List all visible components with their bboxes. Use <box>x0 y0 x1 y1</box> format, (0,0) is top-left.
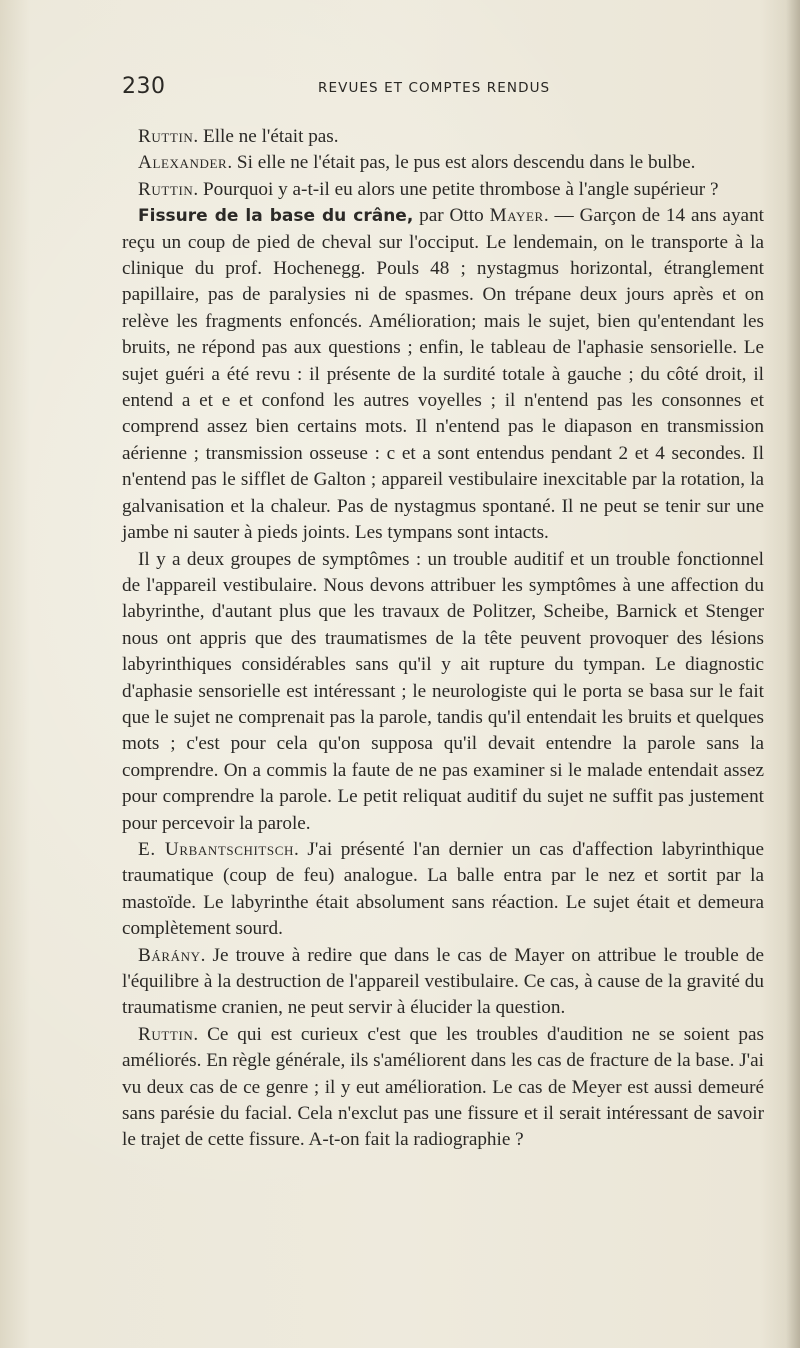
speaker-name: Ruttin <box>138 126 194 147</box>
paragraph-ruttin-2 <box>122 177 764 203</box>
speaker-name: Ruttin <box>138 1023 194 1045</box>
paragraph-barany <box>122 943 764 1022</box>
paragraph-text: . Ce qui est curieux c'est que les troubles d'audition ne se soient pas améliorés. En règle générale, ils s'améliorent dans les cas de fracture de la base. J'ai vu deux cas de ce genre ; il y eut amélioration. Le cas de Meyer est aussi demeuré sans parésie du facial. Cela n'exclut pas une fissure et il serait intéressant de savoir le trajet de cette fissure. A-t-on fait la radiographie ? <box>122 1023 764 1151</box>
speaker-name: Alexander <box>138 152 228 174</box>
paragraph-mayer-case <box>122 203 764 546</box>
paragraph-ruttin-3 <box>122 1022 764 1154</box>
speaker-name: Bárány <box>138 944 201 966</box>
speaker-name: E. Urbantschitsch <box>138 838 295 860</box>
page-edge-shadow <box>786 0 800 1348</box>
paragraph-text: Il y a deux groupes de symptômes : un trouble auditif et un trouble fonctionnel de l'appareil vestibulaire. Nous devons attribuer les symptômes à une affection du labyrinthe, d'autant plus que les travaux de Politzer, Scheibe, Barnick et Stenger nous ont appris que des traumatismes de la tête peuvent provoquer des lésions labyrinthiques considérables sans qu'il y ait rupture du tympan. Le diagnostic d'aphasie sensorielle est intéressant ; le neurologiste qui le porta se basa sur le fait que le sujet ne comprenait pas la parole, tandis qu'il entendait les bruits et quelques mots ; c'est pour cela qu'on supposa qu'il devait entendre la parole sans la comprendre. On a commis la faute de ne pas examiner si le malade entendait assez pour comprendre la parole. Le petit reliquat auditif du sujet ne suffit pas justement pour percevoir la parole. <box>122 548 764 834</box>
author-name: Mayer <box>489 205 544 227</box>
author-prefix: par Otto <box>413 205 490 227</box>
running-head: REVUES ET COMPTES RENDUS <box>318 80 551 96</box>
paragraph-text: . Si elle ne l'était pas, le pus est alors descendu dans le bulbe. <box>227 152 696 174</box>
paragraph-text: . — Garçon de 14 ans ayant reçu un coup de pied de cheval sur l'occiput. Le lendemain, on le transporte à la clinique du prof. Hochenegg. Pouls 48 ; nystagmus horizontal, étranglement papillaire, pas de paralysies ni de spasmes. On trépane deux jours après et on relève les fragments enfoncés. Amélioration; mais le sujet, bien qu'entendant les bruits, ne répond pas aux questions ; enfin, le tableau de l'aphasie sensorielle. Le sujet guéri a été revu : il présente de la surdité totale à gauche ; du côté droit, il entend a et e et confond les autres voyelles ; il n'entend pas les consonnes et comprend assez bien certains mots. Il n'entend pas le diapason en transmission aérienne ; transmission osseuse : c et a sont entendus pendant 2 et 4 secondes. Il n'entend pas le sifflet de Galton ; appareil vestibulaire inexcitable par la rotation, la galvanisation et la chaleur. Pas de nystagmus spontané. Il ne peut se tenir sur une jambe ni sauter à pieds joints. Les tympans sont intacts. <box>122 205 764 544</box>
section-title: Fissure de la base du crâne, <box>138 206 414 227</box>
paragraph-text: . Pourquoi y a-t-il eu alors une petite thrombose à l'angle supérieur ? <box>193 178 719 200</box>
speaker-name: Ruttin <box>138 178 194 200</box>
paragraph-alexander <box>122 150 764 176</box>
paragraph-ruttin-1 <box>122 124 764 150</box>
page-header <box>122 74 762 104</box>
page-number: 230 <box>122 74 166 99</box>
paragraph-urbantschitsch <box>122 837 764 943</box>
paragraph-text: . J'ai présenté l'an dernier un cas d'affection labyrinthique traumatique (coup de feu) analogue. La balle entra par le nez et sortit par la mastoïde. Le labyrinthe était absolument sans réaction. Le sujet était et demeura complètement sourd. <box>122 838 764 940</box>
body-text <box>122 124 764 1154</box>
paragraph-discussion <box>122 547 764 837</box>
paragraph-text: . Je trouve à redire que dans le cas de Mayer on attribue le trouble de l'équilibre à la destruction de l'appareil vestibulaire. Ce cas, à cause de la gravité du traumatisme cranien, ne peut servir à élucider la question. <box>122 944 764 1019</box>
paragraph-text: . Elle ne l'était pas. <box>193 126 339 147</box>
